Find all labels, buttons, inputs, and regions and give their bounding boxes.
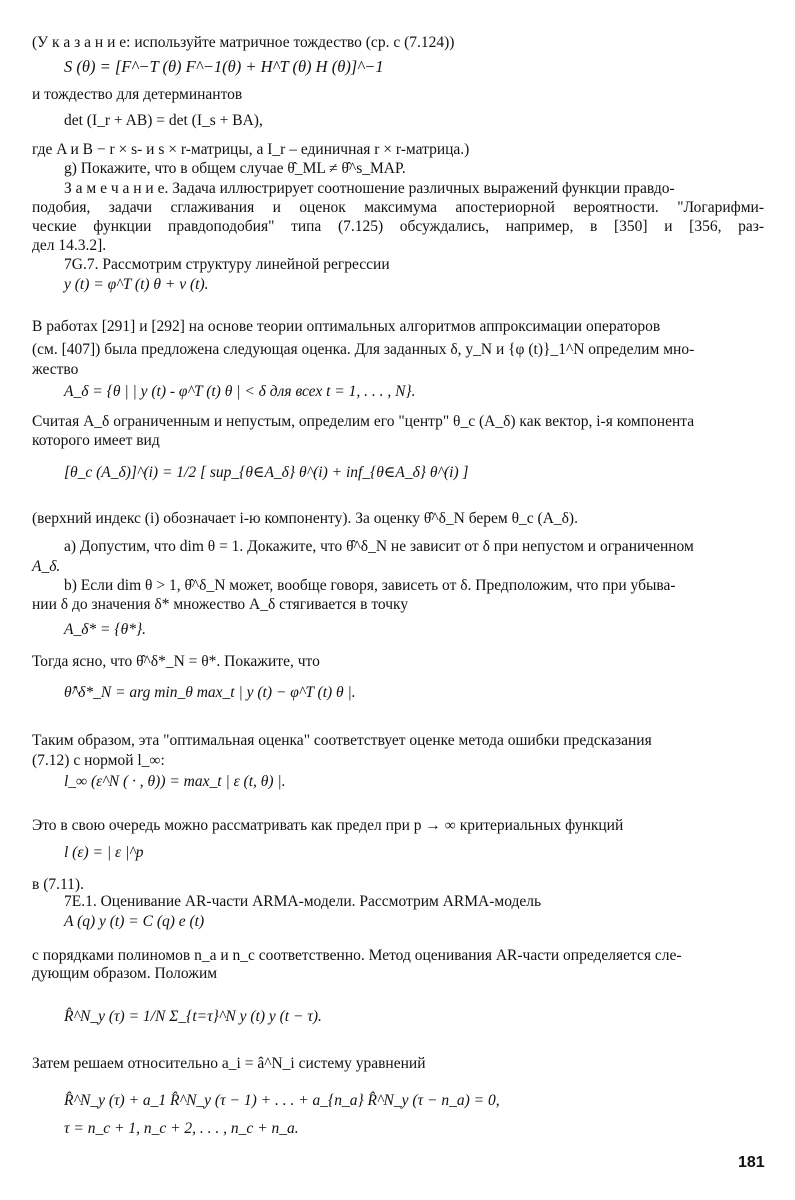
text-line: 7E.1. Оценивание AR-части ARMA-модели. Рассмотрим ARMA-модель bbox=[64, 893, 542, 910]
text-line: 7G.7. Рассмотрим структуру линейной регрессии bbox=[64, 256, 390, 273]
text-line: Таким образом, эта "оптимальная оценка" соответствует оценке метода ошибки предсказания bbox=[32, 732, 652, 749]
formula-line: θ̂^δ*_N = arg min_θ max_t | y (t) − φ^T (t) θ |. bbox=[64, 684, 356, 701]
formula-line: R̂^N_y (τ) = 1/N Σ_{t=τ}^N y (t) y (t − τ). bbox=[64, 1008, 322, 1025]
formula-line: S (θ) = [F^−T (θ) F^−1(θ) + H^T (θ) H (θ)]^−1 bbox=[64, 57, 384, 76]
text-line: b) Если dim θ > 1, θ̂^δ_N может, вообще говоря, зависеть от δ. Предположим, что при убыва- bbox=[64, 577, 676, 594]
formula-line: A_δ* = {θ*}. bbox=[64, 621, 147, 638]
text-line: которого имеет вид bbox=[32, 432, 160, 449]
formula-line: l (ε) = | ε |^p bbox=[64, 844, 144, 861]
text-line: жество bbox=[32, 361, 79, 378]
text-line: A_δ. bbox=[32, 558, 61, 575]
text-line: и тождество для детерминантов bbox=[32, 86, 243, 103]
text-line: с порядками полиномов n_a и n_c соответственно. Метод оценивания AR-части определяется сле- bbox=[32, 947, 682, 964]
formula-line: A_δ = {θ | | y (t) - φ^T (t) θ | < δ для всех t = 1, . . . , N}. bbox=[64, 383, 416, 400]
text-line: дел 14.3.2]. bbox=[32, 237, 107, 254]
text-line: Тогда ясно, что θ̂^δ*_N = θ*. Покажите, что bbox=[32, 653, 320, 670]
text-line: нии δ до значения δ* множество A_δ стягивается в точку bbox=[32, 596, 409, 613]
text-line: ческие функции правдоподобия" типа (7.125) обсуждались, например, в [350] и [356, раз- bbox=[32, 218, 764, 235]
text-line: (У к а з а н и е: используйте матричное тождество (ср. с (7.124)) bbox=[32, 34, 455, 51]
text-line: a) Допустим, что dim θ = 1. Докажите, что θ̂^δ_N не зависит от δ при непустом и ограниченном bbox=[64, 538, 694, 555]
text-line: подобия, задачи сглаживания и оценок максимума апостериорной вероятности. "Логарифми- bbox=[32, 199, 764, 216]
page-number: 181 bbox=[738, 1154, 765, 1171]
text-line: (см. [407]) была предложена следующая оценка. Для заданных δ, y_N и {φ (t)}_1^N определим мно- bbox=[32, 341, 695, 358]
text-line: где A и B − r × s- и s × r-матрицы, а I_r – единичная r × r-матрица.) bbox=[32, 141, 470, 158]
text-line: (7.12) с нормой l_∞: bbox=[32, 752, 165, 769]
formula-line: det (I_r + AB) = det (I_s + BA), bbox=[64, 112, 263, 129]
formula-line: l_∞ (ε^N ( · , θ)) = max_t | ε (t, θ) |. bbox=[64, 773, 286, 790]
text-line: Это в свою очередь можно рассматривать как предел при p → ∞ критериальных функций bbox=[32, 817, 624, 834]
formula-line: τ = n_c + 1, n_c + 2, . . . , n_c + n_a. bbox=[64, 1120, 299, 1137]
formula-line: R̂^N_y (τ) + a_1 R̂^N_y (τ − 1) + . . . + a_{n_a} R̂^N_y (τ − n_a) = 0, bbox=[64, 1092, 500, 1109]
formula-line: A (q) y (t) = C (q) e (t) bbox=[64, 913, 205, 930]
text-line: Считая A_δ ограниченным и непустым, определим его "центр" θ_c (A_δ) как вектор, i-я компонента bbox=[32, 413, 695, 430]
formula-line: [θ_c (A_δ)]^(i) = 1/2 [ sup_{θ∈A_δ} θ^(i) + inf_{θ∈A_δ} θ^(i) ] bbox=[64, 464, 469, 481]
text-line: (верхний индекс (i) обозначает i-ю компоненту). За оценку θ̂^δ_N берем θ_c (A_δ). bbox=[32, 510, 578, 527]
text-line: З а м е ч а н и е. Задача иллюстрирует соотношение различных выражений функции правдо- bbox=[64, 180, 675, 197]
formula-line: y (t) = φ^T (t) θ + v (t). bbox=[64, 276, 209, 293]
text-line: g) Покажите, что в общем случае θ̂_ML ≠ θ̂^s_MAP. bbox=[64, 160, 406, 177]
text-line: дующим образом. Положим bbox=[32, 965, 218, 982]
text-line: Затем решаем относительно a_i = â^N_i систему уравнений bbox=[32, 1055, 426, 1072]
text-line: В работах [291] и [292] на основе теории оптимальных алгоритмов аппроксимации операторов bbox=[32, 318, 661, 335]
text-line: в (7.11). bbox=[32, 876, 84, 893]
